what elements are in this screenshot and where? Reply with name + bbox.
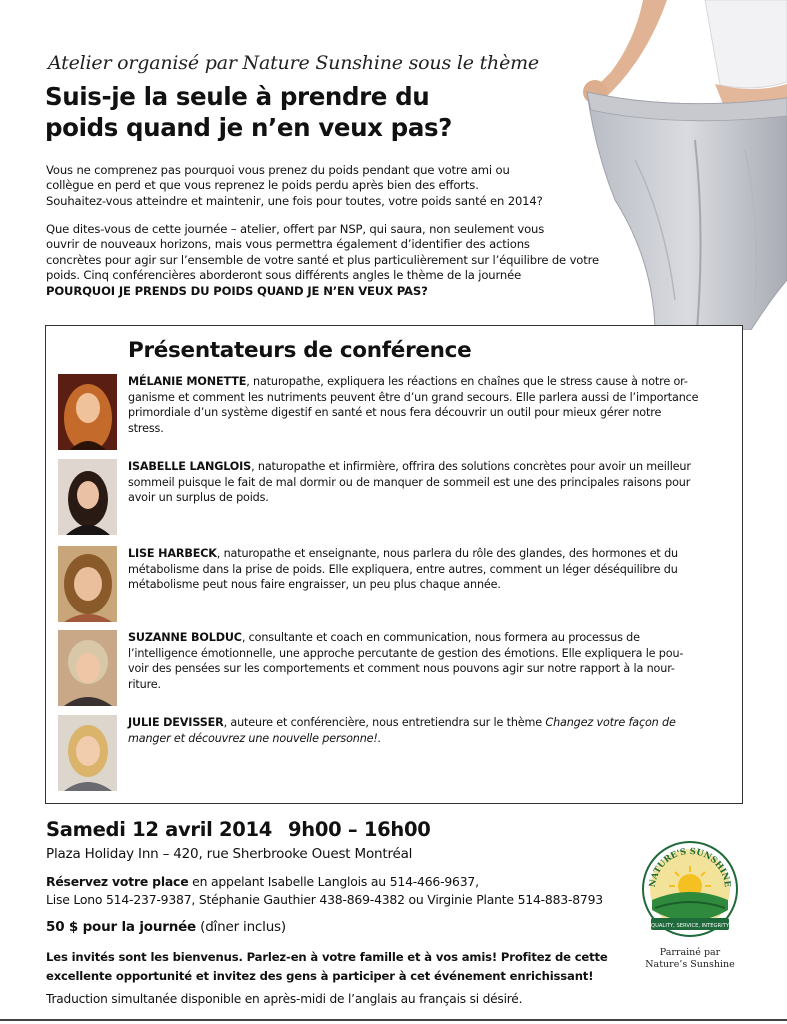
presenters-panel (45, 325, 743, 804)
presenter-photo (58, 374, 117, 450)
event-price (46, 919, 286, 935)
page-title (45, 81, 565, 143)
bio-line: ganisme et comment les nutriments peuvent être d’un grand secours. Elle parlera aussi de l’importance (128, 390, 699, 404)
welcome-line: excellente opportunité et invitez des gens à participer à cet événement enrichissant! (46, 969, 594, 983)
bottom-divider (0, 1019, 787, 1021)
intro-line: collègue en perd et que vous reprenez le poids perdu après bien des efforts. (46, 178, 479, 193)
presenter-bio (128, 715, 728, 746)
sponsor-line: Parrainé par (659, 947, 721, 958)
intro-line: ouvrir de nouveaux horizons, mais vous permettra également d’identifier des actions (46, 237, 530, 252)
presenter-name: MÉLANIE MONETTE (128, 375, 247, 388)
bio-line: primordiale d’un système digestif en santé et nous fera découvrir un outil pour mieux gérer notre (128, 406, 662, 419)
presenter-photo (58, 715, 117, 791)
bio-line: avoir un surplus de poids. (128, 491, 269, 504)
intro-line: Que dites-vous de cette journée – atelier, offert par NSP, qui saura, non seulement vous (46, 222, 545, 236)
translation-note: Traduction simultanée disponible en après-midi de l’anglais au français si désiré. (46, 992, 523, 1006)
bio-line: , auteure et conférencière, nous entretiendra sur le thème (223, 716, 546, 729)
bio-line: stress. (128, 421, 164, 435)
logo-brand-text: NATURE'S SUNSHINE (647, 846, 733, 888)
bio-line: voir des pensées sur les comportements et comment nous pouvons agir sur notre rapport à la nour- (128, 662, 675, 675)
reserve-line: en appelant Isabelle Langlois au 514-466-9637, (188, 874, 479, 889)
bio-theme: Changez votre façon de (545, 716, 676, 729)
intro-line: Vous ne comprenez pas pourquoi vous prenez du poids pendant que votre ami ou (46, 163, 510, 177)
bio-line: l’intelligence émotionnelle, une approche percutante de gestion des émotions. Elle expliquera le pou- (128, 646, 684, 660)
presenter-bio (128, 374, 728, 436)
bio-line: métabolisme peut nous faire engraisser, un peu plus chaque année. (128, 578, 501, 591)
intro-line: poids. Cinq conférencières aborderont sous différents angles le thème de la journée (46, 268, 522, 283)
presenter-name: SUZANNE BOLDUC (128, 631, 242, 644)
intro-emphasis: POURQUOI JE PRENDS DU POIDS QUAND JE N’EN VEUX PAS? (46, 283, 428, 298)
bio-line: , naturopathe, expliquera les réactions en chaînes que le stress cause à notre or- (246, 375, 688, 388)
bio-theme: manger et découvrez une nouvelle personne!. (128, 731, 382, 745)
bio-line: , consultante et coach en communication, nous formera au processus de (241, 631, 640, 644)
event-datetime (46, 818, 431, 841)
presenter-bio (128, 459, 728, 506)
presenter-name: JULIE DEVISSER (128, 716, 224, 729)
bio-line: sommeil puisque le fait de mal dormir ou de manquer de sommeil est une des principales raisons pour (128, 475, 691, 489)
intro-line: Souhaitez-vous atteindre et maintenir, une fois pour toutes, votre poids santé en 2014? (46, 193, 543, 208)
reservation-info (46, 873, 646, 909)
logo-tagline: QUALITY, SERVICE, INTEGRITY (651, 923, 729, 929)
presenters-heading: Présentateurs de conférence (128, 338, 472, 363)
presenter-name: ISABELLE LANGLOIS (128, 460, 252, 473)
natures-sunshine-logo (641, 840, 739, 938)
intro-paragraph-2 (46, 222, 606, 299)
workshop-subtitle: Atelier organisé par Nature Sunshine sous le thème (48, 52, 539, 74)
title-line: Suis-je la seule à prendre du (45, 82, 430, 111)
presenter-bio (128, 546, 728, 593)
bio-line: métabolisme dans la prise de poids. Elle expliquera, entre autres, comment un léger déséquilibre du (128, 562, 678, 576)
reserve-line: Lise Lono 514-237-9387, Stéphanie Gauthier 438-869-4382 ou Virginie Plante 514-883-8793 (46, 892, 603, 907)
welcome-line: Les invités sont les bienvenus. Parlez-en à votre famille et à vos amis! Profitez de cette (46, 950, 608, 964)
price-note: (dîner inclus) (196, 919, 286, 935)
bio-line: , naturopathe et enseignante, nous parlera du rôle des glandes, des hormones et du (216, 547, 678, 560)
presenter-photo (58, 459, 117, 535)
sponsor-caption (637, 947, 743, 971)
sponsor-line: Nature’s Sunshine (645, 959, 735, 970)
title-line: poids quand je n’en veux pas? (45, 113, 452, 142)
event-venue: Plaza Holiday Inn – 420, rue Sherbrooke Ouest Montréal (46, 846, 413, 862)
bio-line: riture. (128, 677, 161, 691)
intro-paragraph-1 (46, 163, 606, 209)
presenter-photo (58, 630, 117, 706)
intro-line: concrètes pour agir sur l’ensemble de votre santé et plus particulièrement sur l’équilibre de votre (46, 252, 599, 267)
event-time: 9h00 – 16h00 (288, 818, 431, 841)
welcome-message (46, 948, 646, 986)
bio-line: , naturopathe et infirmière, offrira des solutions concrètes pour avoir un meilleur (251, 460, 691, 473)
presenter-bio (128, 630, 728, 692)
presenter-photo (58, 546, 117, 622)
event-date: Samedi 12 avril 2014 (46, 818, 273, 841)
price-amount: 50 $ pour la journée (46, 919, 197, 935)
presenter-name: LISE HARBECK (128, 547, 217, 560)
reserve-label: Réservez votre place (46, 874, 189, 889)
